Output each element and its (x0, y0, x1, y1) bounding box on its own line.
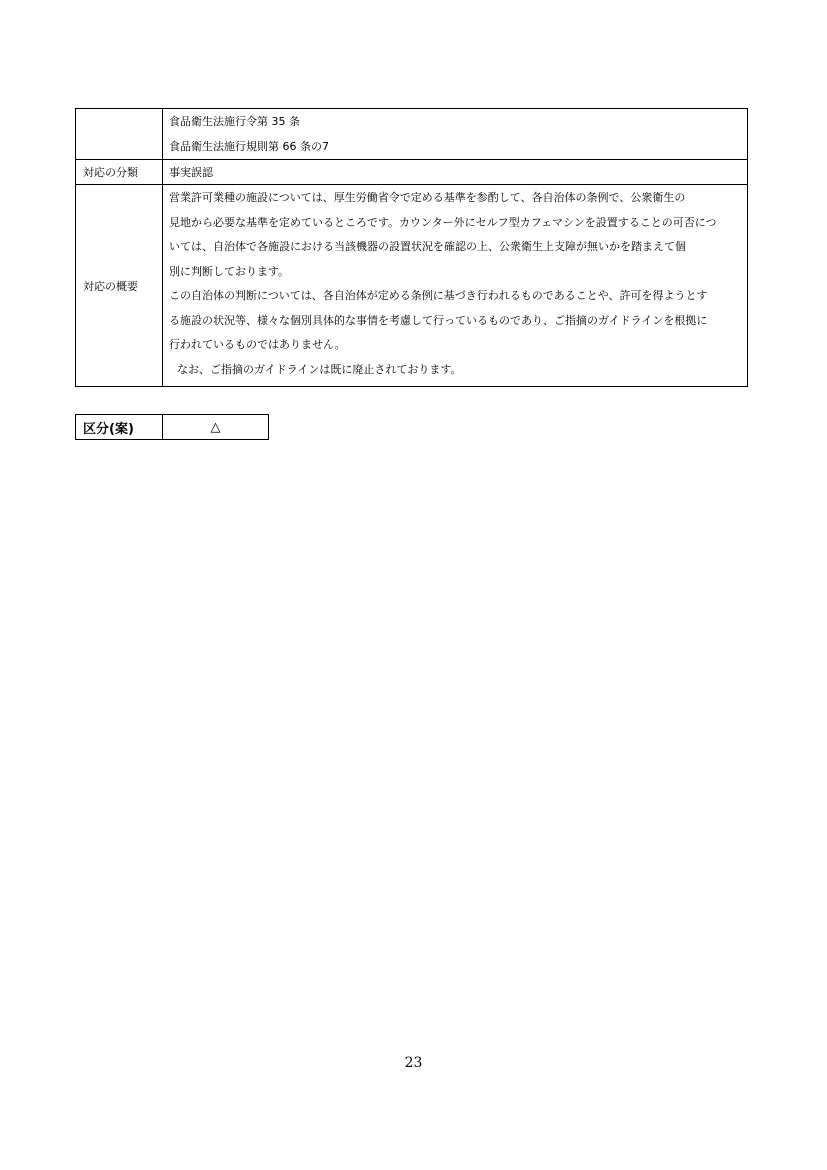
summary-line: 営業許可業種の施設については、厚生労働省令で定める基準を参酌して、各自治体の条例で、公衆衛生の (169, 191, 686, 204)
summary-line: なお、ご指摘のガイドラインは既に廃止されております。 (177, 362, 462, 376)
summary-line: 別に判断しております。 (169, 264, 290, 278)
summary-label: 対応の概要 (76, 185, 163, 387)
reference-line: 食品衛生法施行規則第 66 条の7 (169, 140, 329, 153)
kubun-label: 区分(案) (76, 415, 163, 440)
summary-line: いては、自治体で各施設における当該機器の設置状況を確認の上、公衆衛生上支障が無いかを踏まえて個 (169, 240, 686, 253)
summary-line: この自治体の判断については、各自治体が定める条例に基づき行われるものであることや、許可を得ようとす (169, 289, 708, 302)
reference-line: 食品衛生法施行令第 35 条 (169, 115, 300, 128)
summary-line: 見地から必要な基準を定めているところです。カウンター外にセルフ型カフェマシンを設置することの可否につ (169, 215, 717, 229)
summary-line: 行われているものではありません。 (169, 338, 346, 351)
category-label: 対応の分類 (76, 160, 163, 185)
kubun-value: △ (163, 415, 269, 440)
kubun-row (76, 415, 269, 440)
references-row (76, 109, 748, 160)
summary-cell (163, 185, 748, 387)
summary-row (76, 185, 748, 387)
main-table (75, 108, 748, 387)
page-number: 23 (404, 1055, 423, 1071)
category-value: 事実誤認 (163, 160, 748, 185)
category-row (76, 160, 748, 185)
kubun-table (75, 414, 269, 440)
references-cell (163, 109, 748, 160)
references-label-cell (76, 109, 163, 160)
summary-line: る施設の状況等、様々な個別具体的な事情を考慮して行っているものであり、ご指摘のガイドラインを根拠に (169, 313, 708, 327)
